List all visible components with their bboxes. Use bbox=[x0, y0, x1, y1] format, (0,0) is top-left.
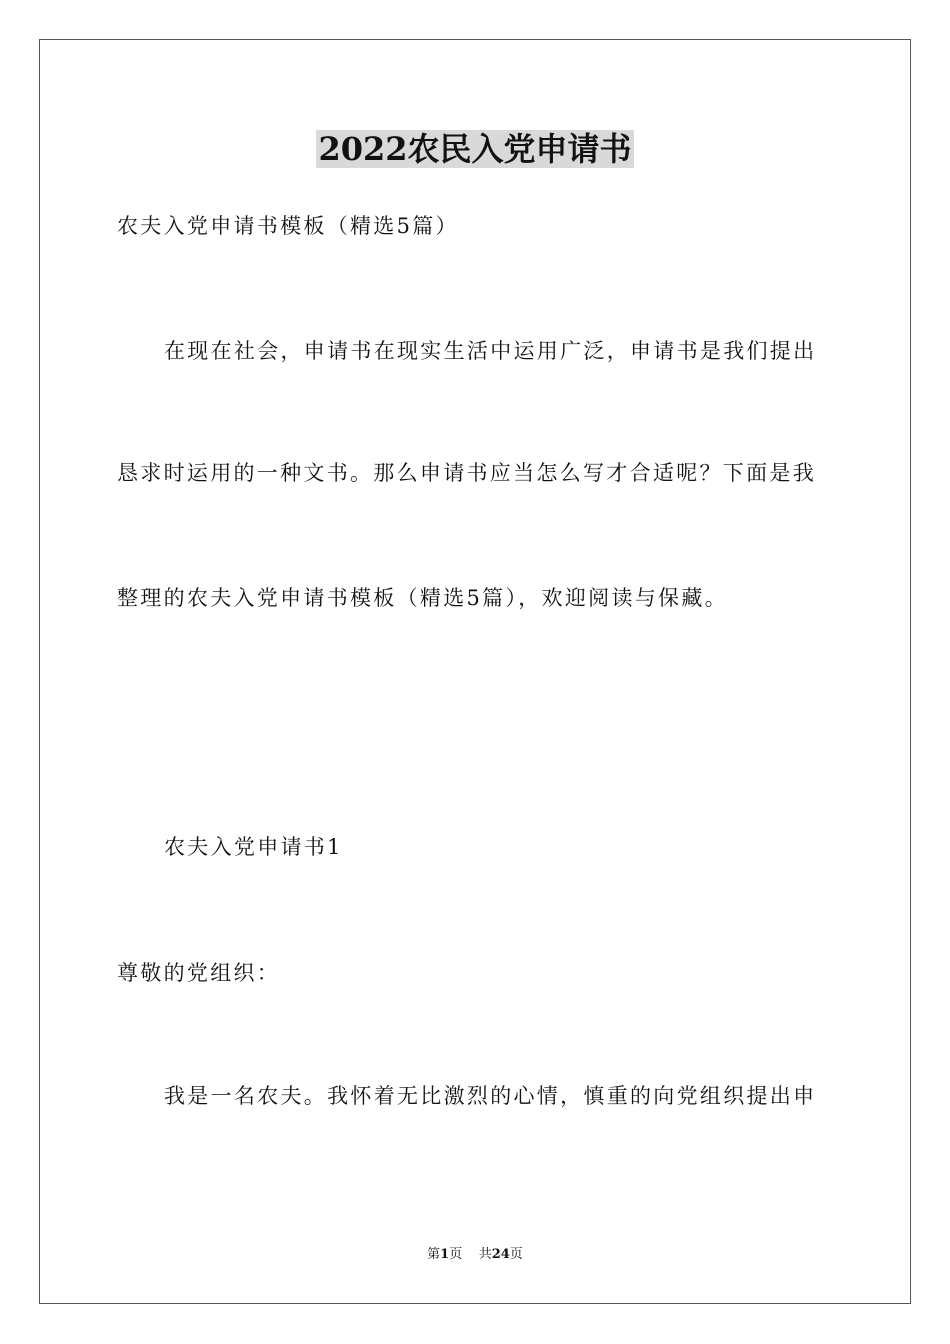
document-title bbox=[0, 127, 950, 171]
intro-line-2: 恳求时运用的一种文书。那么申请书应当怎么写才合适呢？下面是我 bbox=[117, 461, 816, 485]
section-heading: 农夫入党申请书1 bbox=[164, 835, 343, 859]
document-subtitle: 农夫入党申请书模板（精选5篇） bbox=[117, 214, 459, 238]
page-number-prefix: 第 bbox=[427, 1247, 441, 1262]
page-footer bbox=[0, 1246, 950, 1264]
intro-line-1: 在现在社会，申请书在现实生活中运用广泛，申请书是我们提出 bbox=[164, 339, 817, 363]
document-title-text: 2022农民入党申请书 bbox=[318, 130, 632, 168]
page-number-current: 1 bbox=[440, 1247, 450, 1262]
salutation: 尊敬的党组织： bbox=[117, 961, 281, 985]
page-total-suffix: 页 bbox=[509, 1247, 523, 1262]
page-number-suffix: 页 bbox=[449, 1247, 463, 1262]
page-total-prefix: 共 bbox=[478, 1247, 492, 1262]
intro-line-3: 整理的农夫入党申请书模板（精选5篇），欢迎阅读与保藏。 bbox=[117, 586, 728, 610]
body-paragraph-line: 我是一名农夫。我怀着无比激烈的心情，慎重的向党组织提出申 bbox=[164, 1084, 817, 1108]
page-total-count: 24 bbox=[491, 1247, 510, 1262]
